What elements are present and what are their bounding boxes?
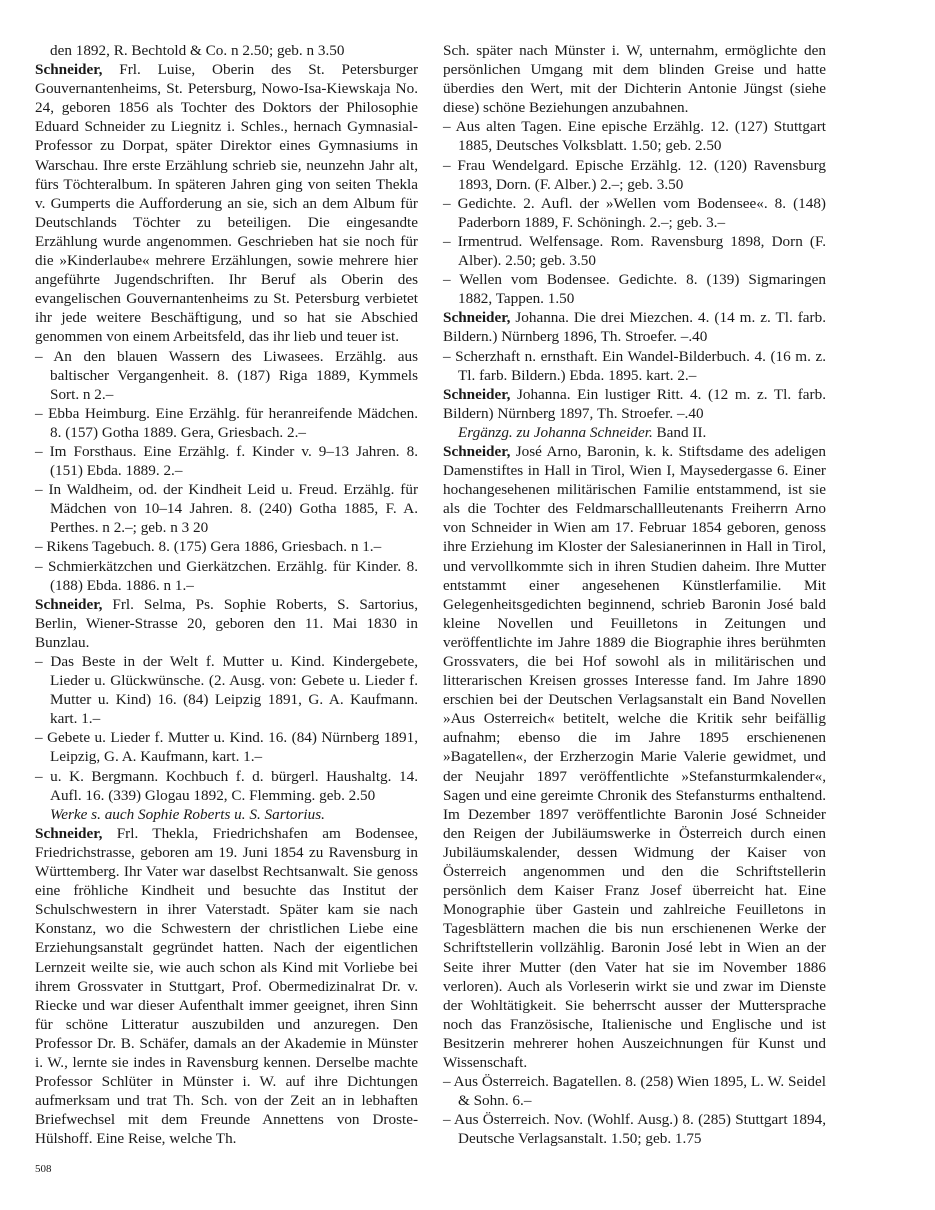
work-item: – Rikens Tagebuch. 8. (175) Gera 1886, Griesbach. n 1.– <box>35 538 382 556</box>
entry-headword: Schneider, <box>35 595 103 613</box>
work-item: – Gebete u. Lieder f. Mutter u. Kind. 16. (84) Nürnberg 1891, Leipzig, G. A. Kaufmann, kart. 1.– <box>35 729 418 766</box>
page-number: 508 <box>35 1163 52 1175</box>
work-item: – Im Forsthaus. Eine Erzählg. f. Kinder v. 9–13 Jahren. 8. (151) Ebda. 1889. 2.– <box>35 442 418 480</box>
entry-text: José Arno, Baronin, k. k. Stiftsdame des adeligen Damenstiftes in Hall in Tirol, Wien I, Maysedergasse 6. Einer hochangesehenen militärischen Familie entstammend, ist sie als die Tochter des Feldmarschallleutenants Freiherrn Arno von Schneider in Wien am 17. Februar 1854 geboren, genoss ihre Erziehung im Kloster der Salesianerinnen in Hall in Tirol, und vervollkommte sich in ihren Studien daheim. Ihre Mutter entstammt einer angesehenen Künstlerfamilie. Mit Gelegenheitsgedichten beginnend, schrieb Baronin José bald kleine Novellen und Feuilletons in Zeitungen und veröffentlichte im Jahre 1889 die Biographie ihres berühmten Grossvaters, die bei Hof sowohl als in militärischen und litterarischen Kreisen grosses Interesse fand. Im Jahre 1890 erschien bei der Deutschen Verlagsanstalt ein Band Novellen »Aus Osterreich« betitelt, welche die Kritik sehr beifällig aufnahm; ebenso die im Jahre 1895 erschienenen »Bagatellen«, der Erzherzogin Marie Valerie gewidmet, und der Neujahr 1897 veröffentlichte »Stefansturmkalender«, Sagen und eine gereimte Chronik des Stefansturms enthaltend. Im Dezember 1897 veröffentlichte Baronin José Schneider den Reigen der Jubiläumswerke in Österreich durch einen Jubiläumskalender, dessen Widmung der Kaiser von Österreich angenommen und den die Schriftstellerin persönlich dem Kaiser Franz Josef überreicht hat. Eine Monographie über Gastein und zahlreiche Feuilletons in Tagesblättern machen die bis nun erschienenen Werke der Schriftstellerin vollzählig. Baronin José lebt in Wien an der Seite ihrer Mutter (den Vater hat sie im November 1886 verloren). Auch als Vorleserin wirkt sie und zwar im Dienste der Wohltätigkeit. Sie beherrscht ausser der Muttersprache noch das Französische, Italienische und Englische und ist Besitzerin mehrerer hohen Auszeichnungen für Kunst und Wissenschaft. <box>443 442 826 1071</box>
entry-text: Frl. Thekla, Friedrichshafen am Bodensee, Friedrichstrasse, geboren am 19. Juni 1854 zu Ravensburg in Württemberg. Ihr Vater war daselbst Rechtsanwalt. Sie genoss eine fröhliche Kindheit und besuchte das Institut der Schulschwestern in ihrer Vaterstadt. Später kam sie nach Konstanz, wo die Schwestern der christlichen Liebe eine Erziehungsanstalt gegründet hatten. Nach der eigentlichen Lernzeit weilte sie, wie auch schon als Kind mit Vorliebe bei ihrem Grossvater in Stuttgart, Prof. Obermedizinalrat Dr. v. Riecke und war dieser Aufenthalt immer geeignet, ihren Sinn für schöne Litteratur auszubilden und anzuregen. Den Professor Dr. B. Schäfer, damals an der Akademie in Münster i. W., lernte sie indes in Ravensburg kennen. Derselbe machte Professor Schlüter in Münster i. W. auf ihre Dichtungen aufmerksam und trat Th. Sch. von der Zeit an in lebhaften Briefwechsel mit dem Freunde Annettens von Droste-Hülshoff. Eine Reise, welche Th. <box>35 824 418 1148</box>
cross-reference-text: Band II. <box>652 423 707 441</box>
work-item: – u. K. Bergmann. Kochbuch f. d. bürgerl. Haushaltg. 14. Aufl. 16. (339) Glogau 1892, C. Flemming. geb. 2.50 <box>35 767 418 804</box>
entry-jose-arno-schneider <box>443 442 826 1072</box>
entry-text: Frl. Selma, Ps. Sophie Roberts, S. Sartorius, Berlin, Wiener-Strasse 20, geboren den 11. Mai 1830 in Bunzlau. <box>35 595 418 651</box>
cross-reference-italic: Ergänzg. zu Johanna Schneider. <box>458 423 653 441</box>
entry-text: Frl. Luise, Oberin des St. Petersburger Gouvernantenheims, St. Petersburg, Nowo-Isa-Kiewskaja No. 24, geboren 1856 als Tochter des Doktors der Philosophie Eduard Schneider zu Liegnitz i. Schles., hernach Gymnasial-Professor zu Dorpat, später Direktor eines Gymnasiums in Warschau. Ihre erste Erzählung schrieb sie, neunzehn Jahr alt, fürs Töchteralbum. In späteren Jahren ging von seiten Thekla v. Gumperts die Aufforderung an sie, sich an dem Album für Deutschlands Töchter zu beteiligen. Die eingesandte Erzählung wurde angenommen. Geschrieben hat sie noch für die »Kinderlaube« mehrere Erzählungen, sowie mehrere hier angeführte Jugendschriften. Ihr Beruf als Oberin des evangelischen Gouvernantenheims zu St. Petersburg verbietet ihr jede weitere Beschäftigung, und so hat sie Abschied genommen von einem Arbeitsfeld, das ihr lieb und teuer ist. <box>35 61 418 346</box>
entry-text: Johanna. Die drei Miezchen. 4. (14 m. z. Tl. farb. Bildern.) Nürnberg 1896, Th. Stroefer. –.40 <box>443 309 826 346</box>
entry-headword: Schneider, <box>35 824 103 842</box>
work-item: – Wellen vom Bodensee. Gedichte. 8. (139) Sigmaringen 1882, Tappen. 1.50 <box>443 271 826 308</box>
entry-text: Johanna. Ein lustiger Ritt. 4. (12 m. z. Tl. farb. Bildern) Nürnberg 1897, Th. Stroefer. –.40 <box>443 385 826 422</box>
work-item: – Ebba Heimburg. Eine Erzählg. für heranreifende Mädchen. 8. (157) Gotha 1889. Gera, Griesbach. 2.– <box>35 404 418 441</box>
entry-headword: Schneider, <box>443 442 511 460</box>
entry-headword: Schneider, <box>443 309 511 327</box>
entry-luise-schneider <box>35 60 418 346</box>
work-item: – An den blauen Wassern des Liwasees. Erzählg. aus baltischer Vergangenheit. 8. (187) Riga 1889, Kymmels Sort. n 2.– <box>35 347 418 403</box>
continuation-text: Sch. später nach Münster i. W, unternahm, ermöglichte den persönlichen Umgang mit dem blinden Greise und hatte überdies den Wert, mit der Dichterin Antonie Jüngst (siehe diese) schöne Beziehungen anzubahnen. <box>443 42 826 117</box>
left-column <box>35 41 418 1148</box>
work-item: – Irmentrud. Welfensage. Rom. Ravensburg 1898, Dorn (F. Alber). 2.50; geb. 3.50 <box>443 232 826 270</box>
entry-johanna-schneider-2 <box>443 385 826 423</box>
work-item: – Gedichte. 2. Aufl. der »Wellen vom Bodensee«. 8. (148) Paderborn 1889, F. Schöningh. 2.–; geb. 3.– <box>443 194 826 231</box>
continuation-line: den 1892, R. Bechtold & Co. n 2.50; geb. n 3.50 <box>50 42 345 59</box>
right-column <box>443 41 826 1148</box>
work-item: – Aus alten Tagen. Eine epische Erzählg. 12. (127) Stuttgart 1885, Deutsches Volksblatt. 1.50; geb. 2.50 <box>443 118 826 155</box>
entry-thekla-schneider <box>35 824 418 1149</box>
work-item: – Aus Österreich. Bagatellen. 8. (258) Wien 1895, L. W. Seidel & Sohn. 6.– <box>443 1073 826 1110</box>
cross-reference <box>443 423 826 442</box>
work-item: – Aus Österreich. Nov. (Wohlf. Ausg.) 8. (285) Stuttgart 1894, Deutsche Verlagsanstalt. 1.50; geb. 1.75 <box>443 1111 826 1148</box>
entry-headword: Schneider, <box>35 61 103 79</box>
work-item: – Das Beste in der Welt f. Mutter u. Kind. Kindergebete, Lieder u. Glückwünsche. (2. Ausg. von: Gebete u. Lieder f. Mutter u. Kind) 16. (84) Leipzig 1891, G. A. Kaufmann. kart. 1.– <box>35 653 418 728</box>
entry-headword: Schneider, <box>443 385 511 403</box>
cross-reference: Werke s. auch Sophie Roberts u. S. Sartorius. <box>50 805 325 823</box>
work-item: – Schmierkätzchen und Gierkätzchen. Erzählg. für Kinder. 8. (188) Ebda. 1886. n 1.– <box>35 557 418 594</box>
work-item: – Scherzhaft n. ernsthaft. Ein Wandel-Bilderbuch. 4. (16 m. z. Tl. farb. Bildern.) Ebda. 1895. kart. 2.– <box>443 347 826 384</box>
entry-johanna-schneider <box>443 308 826 346</box>
entry-selma-schneider <box>35 595 418 652</box>
work-item: – Frau Wendelgard. Epische Erzählg. 12. (120) Ravensburg 1893, Dorn. (F. Alber.) 2.–; geb. 3.50 <box>443 156 826 193</box>
work-item: – In Waldheim, od. der Kindheit Leid u. Freud. Erzählg. für Mädchen von 10–14 Jahren. 8. (240) Gotha 1885, F. A. Perthes. n 2.–; geb. n 3 20 <box>35 481 418 537</box>
